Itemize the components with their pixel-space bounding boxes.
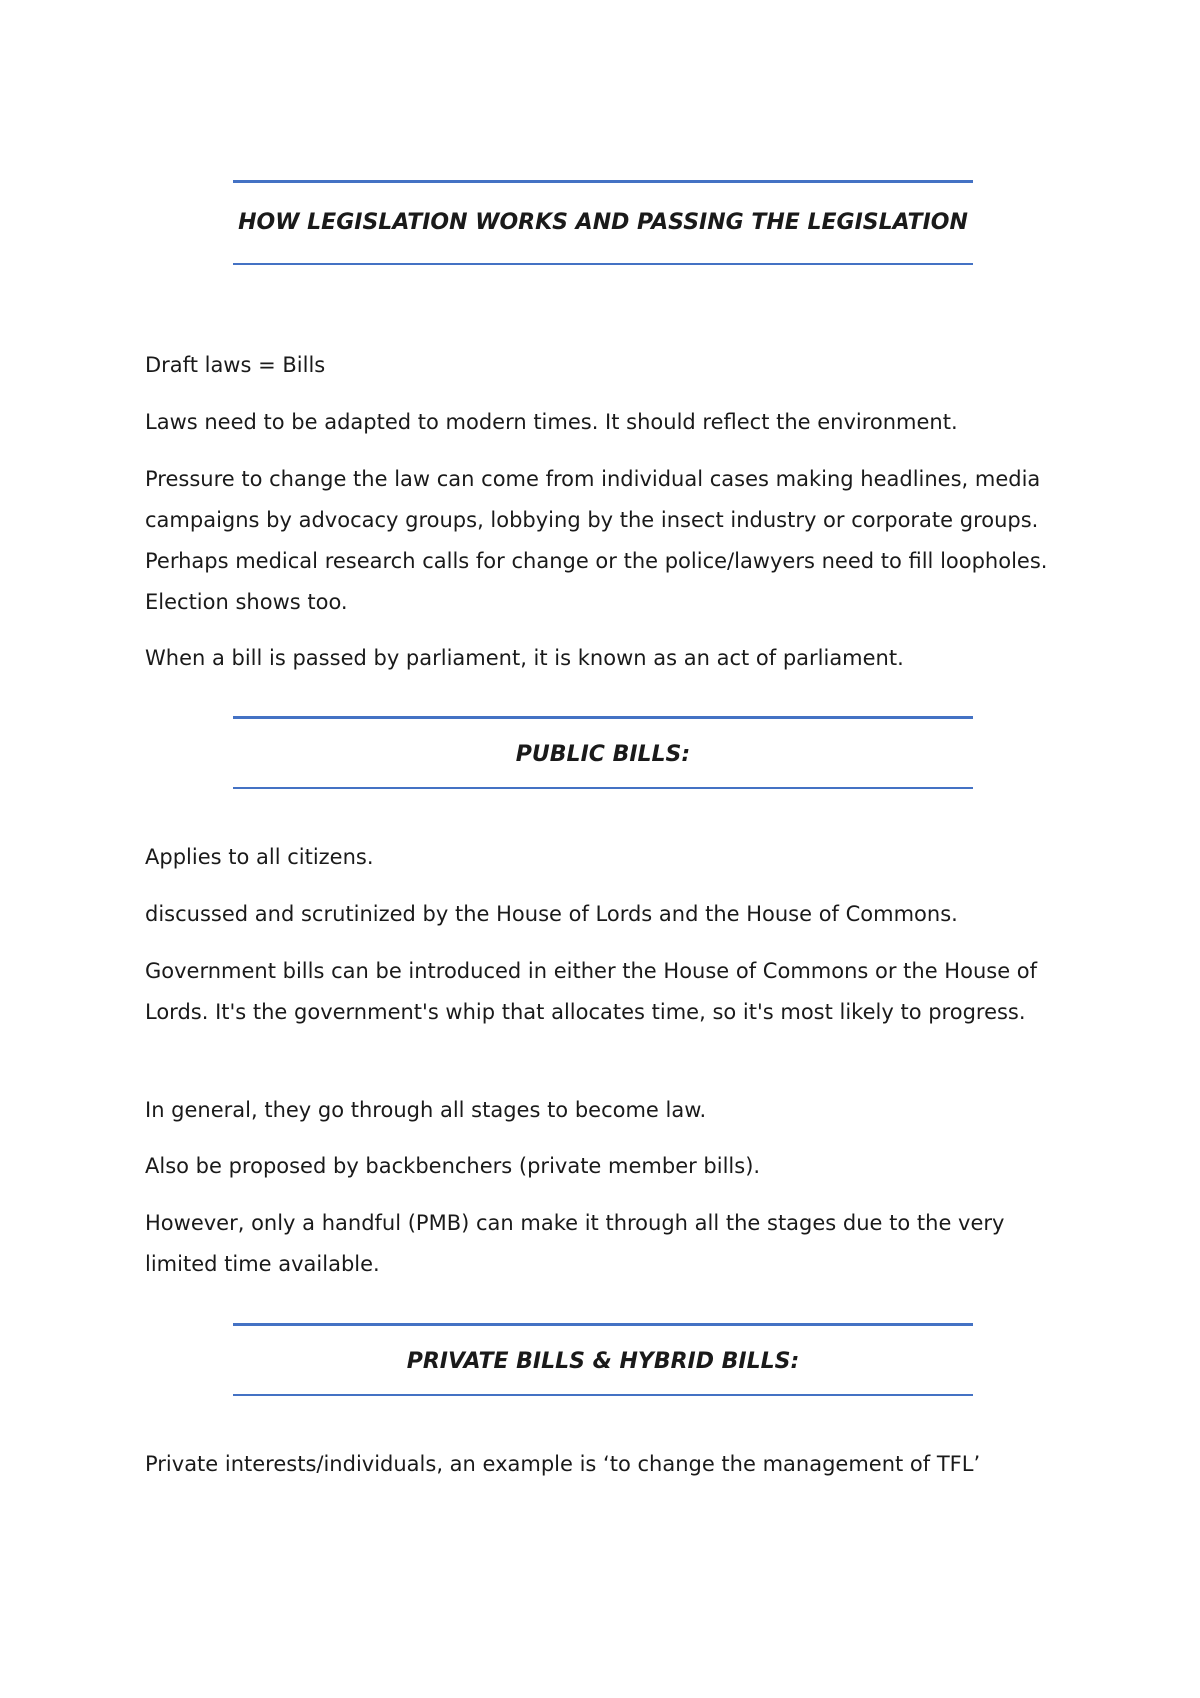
paragraph: discussed and scrutinized by the House of Lords and the House of Commons. — [145, 902, 958, 926]
heading-rule-bottom — [233, 1394, 973, 1396]
section-heading-block — [233, 180, 973, 265]
paragraph: However, only a handful (PMB) can make it through all the stages due to the very limited time available. — [145, 1211, 1005, 1276]
section-heading: PRIVATE BILLS & HYBRID BILLS: — [406, 1349, 800, 1374]
paragraph: Also be proposed by backbenchers (private member bills). — [145, 1154, 761, 1178]
section-heading: PUBLIC BILLS: — [515, 742, 691, 767]
heading-rule-bottom — [233, 263, 973, 265]
paragraph: Laws need to be adapted to modern times. It should reflect the environment. — [145, 410, 958, 434]
paragraph: In general, they go through all stages to become law. — [145, 1098, 707, 1122]
paragraph: Draft laws = Bills — [145, 353, 326, 377]
section-heading-block — [233, 716, 973, 789]
heading-rule-bottom — [233, 787, 973, 789]
paragraph: Pressure to change the law can come from individual cases making headlines, media campaigns by advocacy groups, lobbying by the insect industry or corporate groups. Perhaps medical research calls for change or the police/lawyers need to fill loopholes. Election shows too. — [145, 467, 1048, 614]
paragraph: Private interests/individuals, an example is ‘to change the management of TFL’ — [145, 1452, 981, 1476]
section-heading-block — [233, 1323, 973, 1396]
paragraph: When a bill is passed by parliament, it is known as an act of parliament. — [145, 646, 904, 670]
section-heading: HOW LEGISLATION WORKS AND PASSING THE LEGISLATION — [238, 210, 968, 235]
paragraph: Applies to all citizens. — [145, 845, 374, 869]
paragraph: Government bills can be introduced in either the House of Commons or the House of Lords. It's the government's whip that allocates time, so it's most likely to progress. — [145, 959, 1038, 1024]
